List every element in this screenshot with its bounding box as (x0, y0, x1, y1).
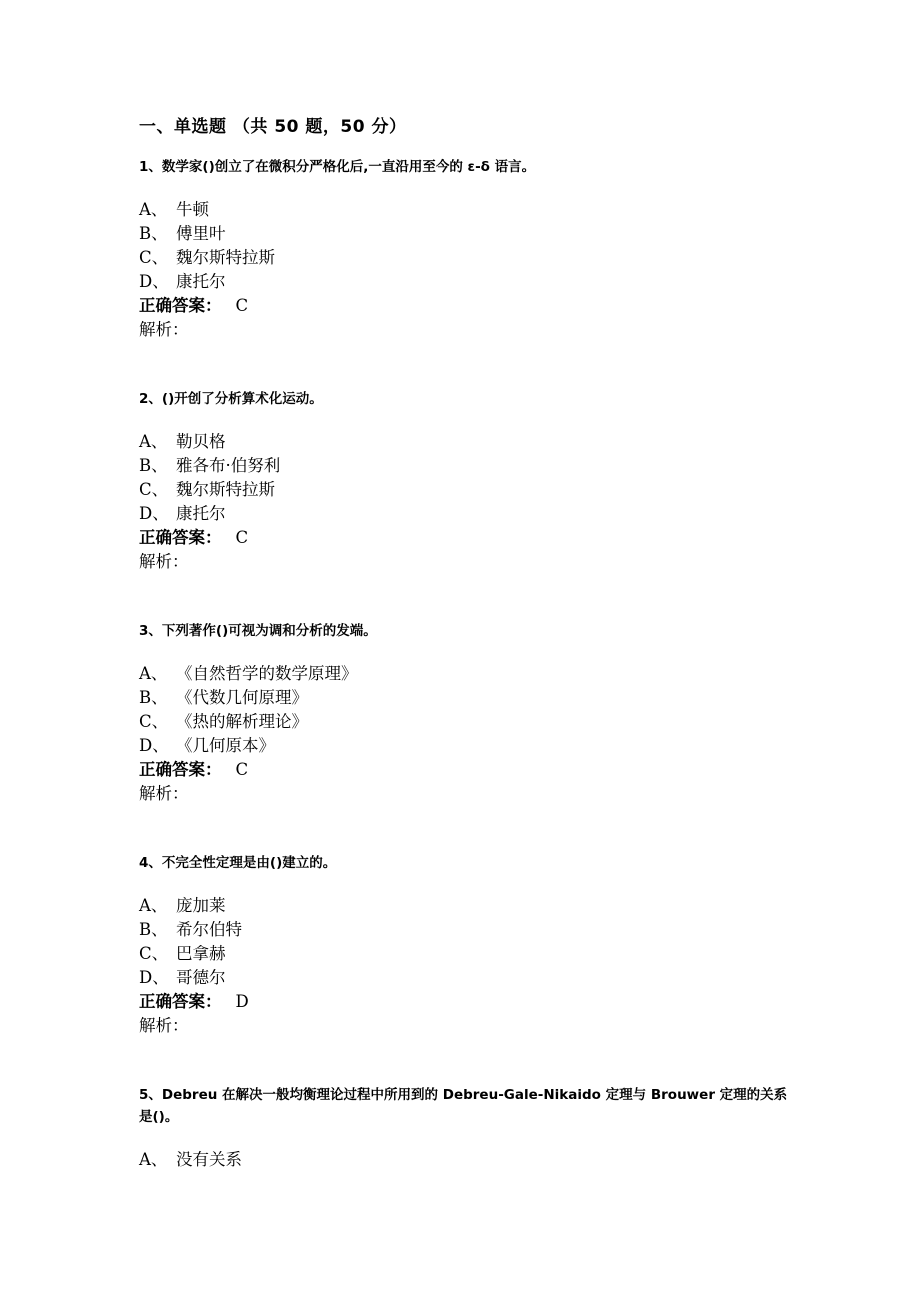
question-stem: 2、()开创了分析算术化运动。 (139, 391, 323, 407)
option-text: 巴拿赫 (176, 944, 226, 963)
option-letter: B、 (139, 224, 168, 243)
option-a[interactable] (139, 662, 789, 686)
question-1 (139, 156, 789, 342)
correct-answer (139, 990, 789, 1014)
option-letter: D、 (139, 736, 169, 755)
option-text: 魏尔斯特拉斯 (176, 248, 275, 267)
option-letter: A、 (139, 432, 168, 451)
answer-value: C (235, 760, 249, 779)
option-letter: C、 (139, 248, 169, 267)
option-text: 哥德尔 (176, 968, 226, 987)
option-text: 康托尔 (176, 272, 226, 291)
answer-value: C (235, 296, 249, 315)
option-text: 傅里叶 (176, 224, 226, 243)
option-text: 《代数几何原理》 (176, 688, 308, 707)
option-text: 《几何原本》 (176, 736, 275, 755)
option-letter: B、 (139, 456, 168, 475)
option-text: 勒贝格 (176, 432, 226, 451)
answer-label: 正确答案： (139, 528, 222, 547)
option-d[interactable] (139, 502, 789, 526)
option-text: 《自然哲学的数学原理》 (176, 664, 358, 683)
option-c[interactable] (139, 942, 789, 966)
question-stem: 3、下列著作()可视为调和分析的发端。 (139, 623, 377, 639)
option-a[interactable] (139, 430, 789, 454)
section-title: 一、单选题 （共 50 题，50 分） (139, 117, 407, 137)
analysis-label: 解析： (139, 552, 189, 571)
option-a[interactable] (139, 1148, 789, 1172)
option-letter: B、 (139, 688, 168, 707)
answer-value: C (235, 528, 249, 547)
option-d[interactable] (139, 734, 789, 758)
option-text: 魏尔斯特拉斯 (176, 480, 275, 499)
option-b[interactable] (139, 454, 789, 478)
option-text: 庞加莱 (176, 896, 226, 915)
question-stem: 5、Debreu 在解决一般均衡理论过程中所用到的 Debreu-Gale-Nikaido 定理与 Brouwer 定理的关系是()。 (139, 1087, 788, 1125)
option-c[interactable] (139, 710, 789, 734)
option-letter: A、 (139, 896, 168, 915)
question-2 (139, 388, 789, 574)
answer-label: 正确答案： (139, 296, 222, 315)
option-letter: C、 (139, 712, 169, 731)
analysis-label: 解析： (139, 1016, 189, 1035)
option-letter: D、 (139, 272, 169, 291)
answer-value: D (235, 992, 249, 1011)
answer-label: 正确答案： (139, 992, 222, 1011)
option-text: 没有关系 (176, 1150, 242, 1169)
option-d[interactable] (139, 270, 789, 294)
question-4 (139, 852, 789, 1038)
analysis-label: 解析： (139, 320, 189, 339)
option-d[interactable] (139, 966, 789, 990)
correct-answer (139, 758, 789, 782)
option-b[interactable] (139, 222, 789, 246)
option-text: 《热的解析理论》 (176, 712, 308, 731)
option-c[interactable] (139, 246, 789, 270)
option-letter: A、 (139, 1150, 168, 1169)
option-text: 康托尔 (176, 504, 226, 523)
question-3 (139, 620, 789, 806)
option-letter: D、 (139, 504, 169, 523)
option-a[interactable] (139, 894, 789, 918)
question-stem: 1、数学家()创立了在微积分严格化后,一直沿用至今的 ε-δ 语言。 (139, 159, 536, 175)
option-letter: D、 (139, 968, 169, 987)
option-letter: B、 (139, 920, 168, 939)
question-stem: 4、不完全性定理是由()建立的。 (139, 855, 337, 871)
option-a[interactable] (139, 198, 789, 222)
option-b[interactable] (139, 918, 789, 942)
option-letter: A、 (139, 200, 168, 219)
answer-label: 正确答案： (139, 760, 222, 779)
option-text: 雅各布·伯努利 (176, 456, 281, 475)
correct-answer (139, 526, 789, 550)
option-letter: C、 (139, 944, 169, 963)
correct-answer (139, 294, 789, 318)
option-text: 希尔伯特 (176, 920, 242, 939)
option-letter: A、 (139, 664, 168, 683)
option-b[interactable] (139, 686, 789, 710)
option-text: 牛顿 (176, 200, 209, 219)
option-letter: C、 (139, 480, 169, 499)
question-5 (139, 1084, 789, 1172)
analysis-label: 解析： (139, 784, 189, 803)
option-c[interactable] (139, 478, 789, 502)
